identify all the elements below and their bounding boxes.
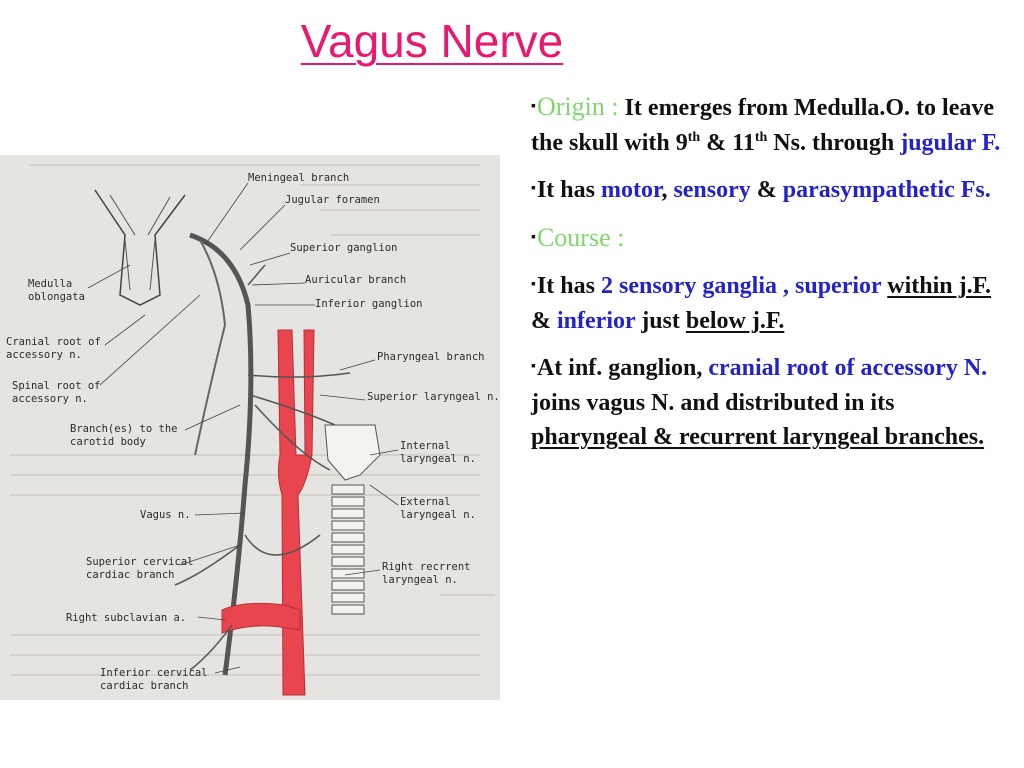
label-cranial-root: Cranial root of — [6, 336, 101, 348]
ganglia-t1: It has — [536, 273, 601, 300]
fibers-sensory: sensory — [673, 176, 751, 203]
fibers-motor: motor — [601, 176, 662, 203]
origin-sup-1: th — [687, 129, 701, 145]
label-spinal-root: Spinal root of — [12, 380, 101, 392]
common-carotid-artery — [278, 330, 314, 695]
label-superior-ganglion: Superior ganglion — [290, 242, 398, 254]
label-inferior-cervical: Inferior cervical — [100, 667, 208, 679]
label-cranial-root-2: accessory n. — [6, 349, 82, 361]
course-heading-paragraph — [531, 219, 1011, 257]
bullet-icon: ▪ — [531, 180, 536, 196]
diagram-svg — [0, 155, 500, 700]
ganglia-below: below j.F. — [685, 307, 785, 334]
label-inferior-cervical-2: cardiac branch — [100, 680, 189, 692]
label-meningeal-branch: Meningeal branch — [248, 172, 350, 184]
fibers-parasympathetic: parasympathetic Fs. — [782, 176, 991, 203]
label-internal-laryngeal: Internal — [400, 440, 451, 452]
fibers-t2: , — [661, 176, 674, 203]
origin-jugular: jugular F. — [900, 129, 1001, 156]
label-carotid-branch: Branch(es) to the — [70, 423, 178, 435]
content-panel — [531, 88, 1011, 467]
origin-text-3: Ns. through — [767, 129, 901, 156]
medulla-inner — [110, 195, 170, 290]
vagus-diagram — [0, 155, 500, 700]
ganglia-within: within j.F. — [887, 273, 992, 300]
origin-heading: Origin : — [536, 92, 619, 121]
accessory-nerve — [195, 240, 225, 455]
origin-text-1: It emerges from Medulla.O. to leave the skull with 9 — [531, 95, 995, 156]
bullet-icon: ▪ — [531, 277, 536, 293]
label-inferior-ganglion: Inferior ganglion — [315, 298, 423, 310]
fibers-t3: & — [750, 176, 783, 203]
background-text-lines — [10, 165, 495, 675]
larynx-trachea — [325, 425, 380, 614]
infg-branches: pharyngeal & recurrent laryngeal branches. — [531, 424, 985, 451]
ganglia-superior: superior — [795, 273, 882, 300]
bullet-icon: ▪ — [531, 358, 536, 374]
ganglia-t4: & — [531, 307, 557, 334]
medulla-outline — [95, 190, 185, 305]
label-carotid-branch-2: carotid body — [70, 436, 146, 448]
fibers-paragraph — [531, 173, 1011, 208]
inf-ganglion-paragraph — [531, 351, 1011, 455]
origin-paragraph — [531, 88, 1011, 161]
ganglia-inferior: inferior — [557, 307, 636, 334]
label-auricular-branch: Auricular branch — [305, 274, 407, 286]
origin-text-2: & 11 — [700, 129, 755, 156]
label-jugular-foramen: Jugular foramen — [285, 194, 380, 206]
label-superior-cervical: Superior cervical — [86, 556, 194, 568]
label-medulla: Medulla — [28, 278, 73, 290]
label-recurrent-laryngeal: Right recrrent — [382, 561, 471, 573]
ganglia-count: 2 sensory ganglia , — [601, 273, 790, 300]
label-external-laryngeal: External — [400, 496, 451, 508]
bullet-icon: ▪ — [531, 99, 536, 114]
infg-cranial-root: cranial root of accessory N. — [708, 354, 988, 381]
label-vagus-n: Vagus n. — [140, 509, 191, 521]
label-internal-laryngeal-2: laryngeal n. — [400, 453, 476, 465]
label-recurrent-laryngeal-2: laryngeal n. — [382, 574, 458, 586]
label-superior-laryngeal: Superior laryngeal n. — [367, 391, 500, 403]
ganglia-t5: just — [635, 307, 686, 334]
origin-sup-2: th — [754, 129, 768, 145]
bullet-icon: ▪ — [531, 230, 536, 246]
label-right-subclavian: Right subclavian a. — [66, 612, 187, 624]
ganglia-paragraph — [531, 269, 1011, 339]
infg-t2: joins vagus N. and distributed in its — [531, 389, 895, 416]
label-superior-cervical-2: cardiac branch — [86, 569, 175, 581]
page-title: Vagus Nerve — [300, 15, 564, 67]
label-pharyngeal-branch: Pharyngeal branch — [377, 351, 485, 363]
label-medulla-2: oblongata — [28, 291, 85, 303]
label-spinal-root-2: accessory n. — [12, 393, 88, 405]
course-heading: Course : — [536, 223, 625, 253]
infg-t1: At inf. ganglion, — [536, 354, 709, 381]
right-subclavian-artery — [222, 603, 300, 633]
fibers-t1: It has — [536, 176, 601, 203]
label-external-laryngeal-2: laryngeal n. — [400, 509, 476, 521]
